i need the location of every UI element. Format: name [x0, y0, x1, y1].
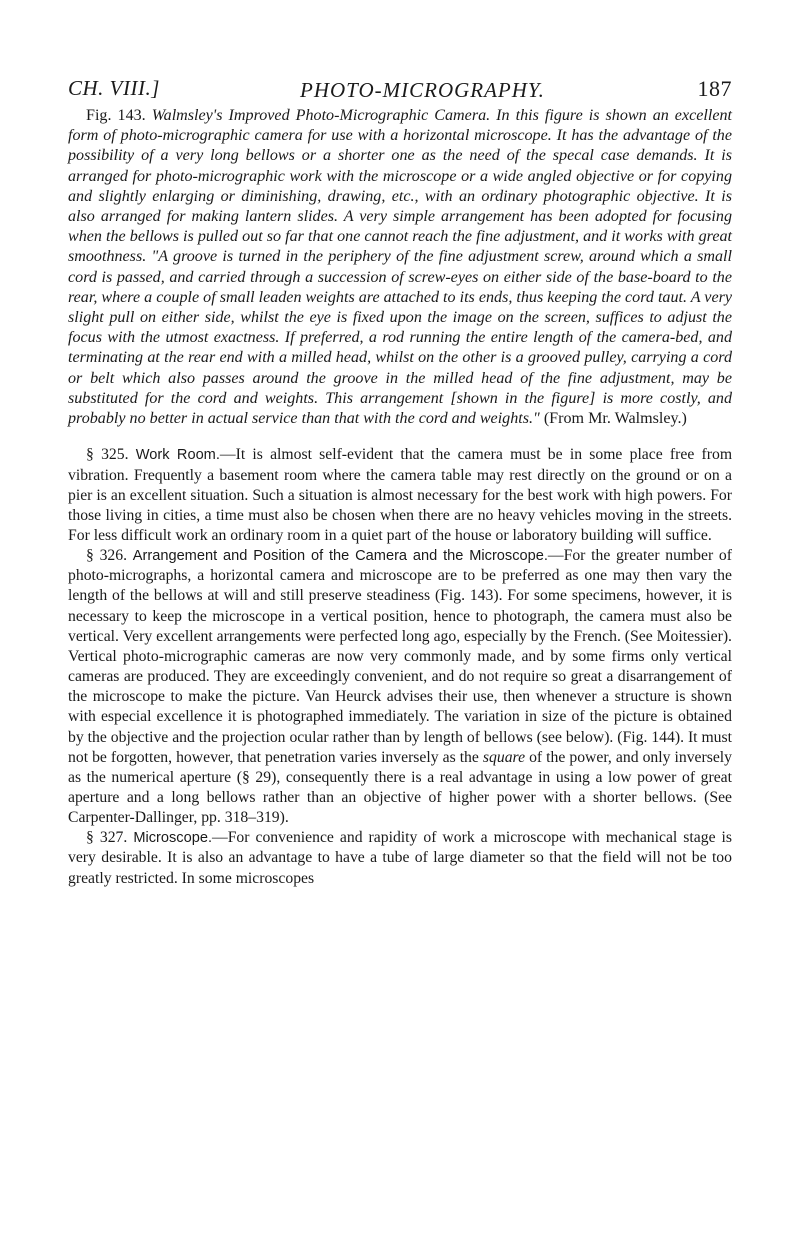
section-heading: Work Room. [135, 447, 220, 464]
section-heading: Arrangement and Position of the Camera and the Microscope. [132, 548, 548, 565]
paragraph-text: Vertical photo-micrographic cameras are now very commonly made, and by some firms only vertical cameras are produced. They are exceedingly convenient, and do not require so great a disarrangement of the microscope to make the picture. Van Heurck advises their use, then whenever a structure is shown with especial excellence it is photographed immediately. The variation in size of the picture is obtained by the objective and the projection ocular rather than by length of bellows (see below). (Fig. 144). It must not be forgotten, however, that penetration varies inversely as the [68, 647, 732, 766]
running-title: PHOTO-MICROGRAPHY. [300, 78, 545, 102]
section-heading: Microscope. [133, 830, 212, 847]
vertical-cameras-paragraph [68, 647, 732, 828]
section-325 [68, 445, 732, 546]
section-body: —For the greater number of photo-micrographs, a horizontal camera and microscope are to be preferred as one may then vary the length of the bellows at will and still preserve steadiness (Fig. 143). For some specimens, however, it is necessary to keep the microscope in a vertical position, hence to photograph, the camera must also be vertical. Very excellent arrangements were perfected long ago, especially by the French. (See Moitessier). [68, 547, 732, 645]
figure-label: Fig. 143. [86, 107, 146, 124]
section-number: § 325. [86, 446, 129, 464]
section-number: § 326. [86, 547, 128, 565]
emphasis-word: square [482, 748, 526, 766]
running-head [68, 66, 732, 106]
section-body: —It is almost self-evident that the camera must be in some place free from vibration. Frequently a basement room where the camera table may rest directly on the ground or on a pier is an excellent situation. Such a situation is almost necessary for the best work with high powers. For those living in cities, a time must also be chosen when there are no heavy vehicles moving in the streets. For less difficult work an ordinary room in a quiet part of the house or laboratory building will suffice. [68, 446, 733, 544]
book-page [68, 66, 732, 889]
figure-caption-text: Walmsley's Improved Photo-Micrographic Camera. In this figure is shown an excellent form of photo-micrographic camera for use with a horizontal microscope. It has the advantage of the possibility of a very long bellows or a shorter one as the need of the specal case demands. It is arranged for photo-micrographic work with the microscope or a wide angled objective or for copying and slightly enlarging or diminishing, drawing, etc., with an ordinary photographic objective. It is also arranged for making lantern slides. A very simple arrangement has been adopted for focusing when the bellows is pulled out so far that one cannot reach the fine adjustment, and it works with great smoothness. "A groove is turned in the periphery of the fine adjustment screw, around which a small cord is passed, and carried through a succession of screw-eyes on either side of the base-board to the rear, where a couple of small leaden weights are attached to its ends, thus keeping the cord taut. A very slight pull on either side, whilst the eye is fixed upon the image on the screen, suffices to adjust the focus with the utmost exactness. If preferred, a rod running the entire length of the camera-bed, and terminating at the rear end with a milled head, whilst on the other is a grooved pulley, carrying a cord or belt which also passes around the groove in the milled head of the fine adjustment, may be substituted for the cord and weights. This arrangement [shown in the figure] is more costly, and probably no better in actual service than that with the cord and weights." [68, 107, 732, 428]
chapter-reference: CH. VIII.] [68, 76, 160, 100]
figure-caption [68, 106, 732, 429]
paragraph-text: of the power, and only inversely as the numerical aperture (§ 29), consequently there is a real advantage in using a low power of great aperture and a long bellows rather than an objective of higher power with a shorter bellows. (See Carpenter-Dallinger, pp. 318–319). [68, 748, 732, 827]
section-number: § 327. [86, 829, 128, 847]
section-body: —For convenience and rapidity of work a microscope with mechanical stage is very desirable. It is also an advantage to have a tube of large diameter so that the field will not be too greatly restricted. In some microscopes [68, 829, 733, 887]
figure-caption-source: (From Mr. Walmsley.) [543, 410, 687, 428]
page-number: 187 [697, 76, 732, 101]
section-327 [68, 828, 732, 888]
section-326 [68, 546, 732, 647]
